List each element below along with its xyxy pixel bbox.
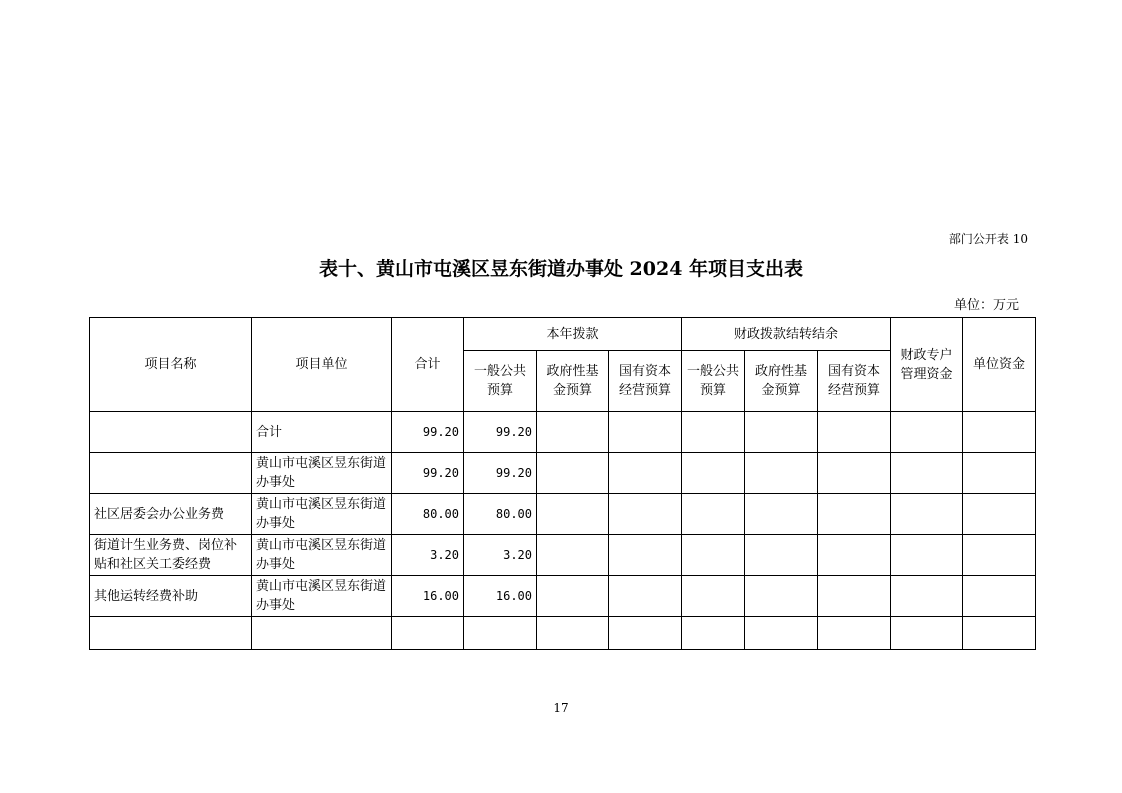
cell-co-gov-fund <box>745 453 818 494</box>
cell-cy-gov-fund <box>537 412 609 453</box>
header-total: 合计 <box>392 318 464 412</box>
cell-special-mgmt-fund <box>891 617 963 650</box>
header-special-mgmt-fund: 财政专户管理资金 <box>891 318 963 412</box>
cell-co-state-capital <box>818 494 891 535</box>
cell-co-state-capital <box>818 576 891 617</box>
table-row <box>90 453 1036 494</box>
cell-project-unit: 黄山市屯溪区昱东街道办事处 <box>252 576 392 617</box>
table-row <box>90 494 1036 535</box>
cell-co-general <box>682 617 745 650</box>
cell-unit-fund <box>963 576 1036 617</box>
cell-special-mgmt-fund <box>891 494 963 535</box>
cell-cy-gov-fund <box>537 453 609 494</box>
cell-cy-gov-fund <box>537 535 609 576</box>
header-carryover-balance: 财政拨款结转结余 <box>682 318 891 351</box>
cell-project-name: 其他运转经费补助 <box>90 576 252 617</box>
table-row <box>90 412 1036 453</box>
cell-total <box>392 617 464 650</box>
cell-total: 16.00 <box>392 576 464 617</box>
cell-co-general <box>682 576 745 617</box>
table-row <box>90 535 1036 576</box>
cell-co-gov-fund <box>745 576 818 617</box>
table-row <box>90 576 1036 617</box>
cell-unit-fund <box>963 535 1036 576</box>
document-code: 部门公开表 10 <box>948 232 1028 246</box>
cell-cy-state-capital <box>609 412 682 453</box>
table-row <box>90 617 1036 650</box>
cell-cy-general: 3.20 <box>464 535 537 576</box>
cell-unit-fund <box>963 453 1036 494</box>
project-expenditure-table <box>89 317 1036 650</box>
document-title: 表十、黄山市屯溪区昱东街道办事处 2024 年项目支出表 <box>318 258 804 280</box>
cell-co-state-capital <box>818 453 891 494</box>
cell-project-name <box>90 412 252 453</box>
cell-cy-state-capital <box>609 494 682 535</box>
cell-total: 80.00 <box>392 494 464 535</box>
cell-cy-state-capital <box>609 617 682 650</box>
header-project-unit: 项目单位 <box>252 318 392 412</box>
cell-project-name: 社区居委会办公业务费 <box>90 494 252 535</box>
header-cy-general-budget: 一般公共预算 <box>464 351 537 412</box>
cell-co-gov-fund <box>745 412 818 453</box>
cell-project-unit: 黄山市屯溪区昱东街道办事处 <box>252 453 392 494</box>
cell-cy-gov-fund <box>537 617 609 650</box>
cell-cy-state-capital <box>609 453 682 494</box>
cell-total: 99.20 <box>392 453 464 494</box>
cell-unit-fund <box>963 617 1036 650</box>
cell-co-general <box>682 412 745 453</box>
cell-co-state-capital <box>818 412 891 453</box>
cell-co-state-capital <box>818 617 891 650</box>
cell-cy-gov-fund <box>537 576 609 617</box>
cell-cy-general: 16.00 <box>464 576 537 617</box>
cell-project-unit: 合计 <box>252 412 392 453</box>
cell-total: 99.20 <box>392 412 464 453</box>
cell-special-mgmt-fund <box>891 453 963 494</box>
page-number: 17 <box>553 701 569 715</box>
header-co-state-capital-budget: 国有资本经营预算 <box>818 351 891 412</box>
cell-co-general <box>682 453 745 494</box>
cell-special-mgmt-fund <box>891 412 963 453</box>
cell-cy-general: 80.00 <box>464 494 537 535</box>
header-cy-state-capital-budget: 国有资本经营预算 <box>609 351 682 412</box>
cell-co-general <box>682 535 745 576</box>
cell-special-mgmt-fund <box>891 535 963 576</box>
header-co-general-budget: 一般公共预算 <box>682 351 745 412</box>
header-project-name: 项目名称 <box>90 318 252 412</box>
header-cy-gov-fund-budget: 政府性基金预算 <box>537 351 609 412</box>
cell-co-general <box>682 494 745 535</box>
cell-total: 3.20 <box>392 535 464 576</box>
cell-project-name: 街道计生业务费、岗位补贴和社区关工委经费 <box>90 535 252 576</box>
cell-co-gov-fund <box>745 535 818 576</box>
cell-cy-gov-fund <box>537 494 609 535</box>
cell-cy-state-capital <box>609 576 682 617</box>
cell-project-unit: 黄山市屯溪区昱东街道办事处 <box>252 494 392 535</box>
cell-unit-fund <box>963 412 1036 453</box>
cell-unit-fund <box>963 494 1036 535</box>
header-current-year-appropriation: 本年拨款 <box>464 318 682 351</box>
cell-co-state-capital <box>818 535 891 576</box>
header-unit-fund: 单位资金 <box>963 318 1036 412</box>
cell-project-unit: 黄山市屯溪区昱东街道办事处 <box>252 535 392 576</box>
header-row-top <box>90 318 1036 351</box>
cell-project-name <box>90 617 252 650</box>
cell-co-gov-fund <box>745 494 818 535</box>
cell-cy-general: 99.20 <box>464 453 537 494</box>
cell-project-name <box>90 453 252 494</box>
cell-co-gov-fund <box>745 617 818 650</box>
cell-special-mgmt-fund <box>891 576 963 617</box>
cell-project-unit <box>252 617 392 650</box>
unit-label: 单位：万元 <box>953 298 1019 313</box>
cell-cy-state-capital <box>609 535 682 576</box>
cell-cy-general: 99.20 <box>464 412 537 453</box>
cell-cy-general <box>464 617 537 650</box>
header-co-gov-fund-budget: 政府性基金预算 <box>745 351 818 412</box>
